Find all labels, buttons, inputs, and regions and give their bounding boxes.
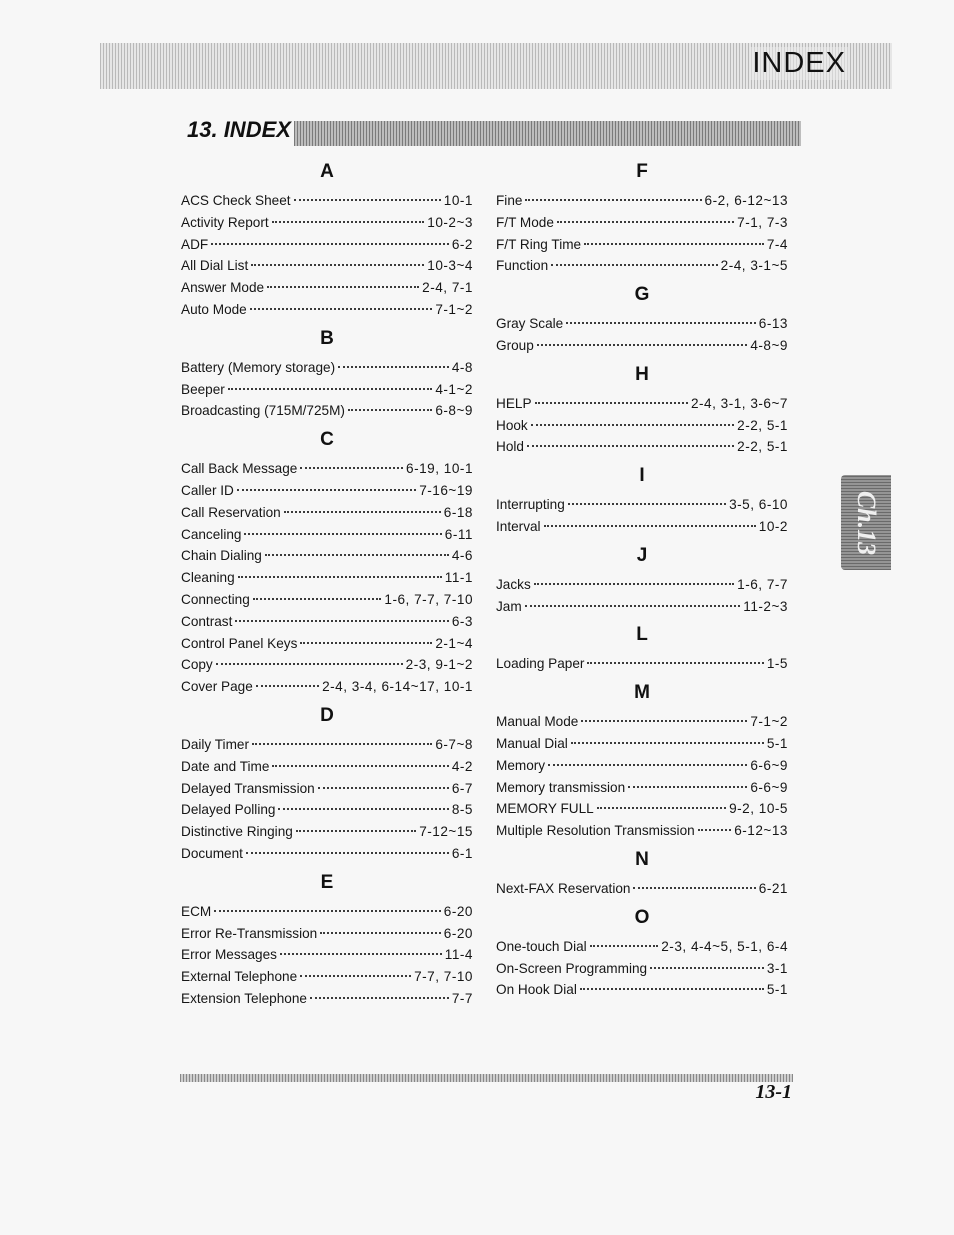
entry-term: Jam — [496, 598, 522, 614]
entry-term: Delayed Transmission — [181, 780, 315, 796]
entry-term: On-Screen Programming — [496, 960, 648, 976]
index-entry — [496, 820, 788, 842]
entry-term: Multiple Resolution Transmission — [496, 823, 695, 839]
index-entry — [181, 545, 473, 567]
dot-leader — [272, 765, 448, 767]
entry-pages: 4-8 — [451, 359, 473, 375]
section-letter: A — [320, 161, 334, 182]
index-entry — [496, 574, 788, 596]
index-column-left — [181, 160, 473, 1010]
dot-leader — [252, 743, 432, 745]
entry-term: Call Back Message — [181, 461, 298, 477]
entry-pages: 2-1~4 — [435, 635, 473, 651]
footer-rule — [180, 1074, 793, 1082]
entry-pages: 4-8~9 — [750, 337, 788, 353]
entry-term: F/T Ring Time — [496, 236, 582, 252]
entry-term: Manual Mode — [496, 714, 579, 730]
entry-pages: 1-6, 7-7 — [737, 576, 788, 592]
entry-term: MEMORY FULL — [496, 801, 594, 817]
entry-term: Document — [181, 845, 243, 861]
index-entry — [496, 393, 788, 415]
entry-term: On Hook Dial — [496, 982, 577, 998]
dot-leader — [228, 388, 433, 390]
index-section — [496, 464, 788, 538]
entry-pages: 3-1 — [766, 960, 788, 976]
entry-pages: 4-2 — [451, 758, 473, 774]
index-section — [496, 283, 788, 357]
dot-leader — [265, 554, 449, 556]
dot-leader — [296, 830, 416, 832]
index-entry — [496, 936, 788, 958]
index-section — [181, 428, 473, 698]
index-entry — [181, 843, 473, 865]
dot-leader — [650, 967, 764, 969]
dot-leader — [320, 932, 441, 934]
dot-leader — [250, 308, 433, 310]
entry-pages: 6-8~9 — [435, 403, 473, 419]
entry-term: Cover Page — [181, 679, 253, 695]
dot-leader — [267, 286, 419, 288]
dot-leader — [571, 742, 764, 744]
dot-leader — [544, 525, 756, 527]
entry-pages: 8-5 — [451, 802, 473, 818]
dot-leader — [294, 199, 441, 201]
index-entry — [496, 596, 788, 618]
entry-pages: 7-4 — [766, 236, 788, 252]
entry-pages: 1-5 — [766, 656, 788, 672]
entry-term: Copy — [181, 657, 213, 673]
entry-term: Chain Dialing — [181, 548, 262, 564]
entry-term: Group — [496, 337, 534, 353]
index-entry — [181, 357, 473, 379]
index-entry — [181, 901, 473, 923]
entry-pages: 6-19, 10-1 — [406, 461, 473, 477]
dot-leader — [246, 852, 449, 854]
entry-term: Hold — [496, 439, 524, 455]
index-entry — [496, 878, 788, 900]
index-entry — [181, 400, 473, 422]
entry-pages: 6-12~13 — [734, 823, 788, 839]
dot-leader — [251, 264, 424, 266]
entry-term: Caller ID — [181, 482, 234, 498]
entry-term: Beeper — [181, 381, 225, 397]
index-section — [496, 544, 788, 618]
dot-leader — [272, 221, 425, 223]
entry-pages: 2-4, 3-1, 3-6~7 — [690, 395, 788, 411]
index-section — [181, 871, 473, 1010]
entry-pages: 6-20 — [443, 925, 473, 941]
index-entry — [181, 966, 473, 988]
entry-term: Error Re-Transmission — [181, 925, 318, 941]
entry-pages: 6-6~9 — [750, 779, 788, 795]
section-letter: F — [636, 161, 648, 182]
entry-term: Answer Mode — [181, 280, 265, 296]
entry-term: Contrast — [181, 613, 233, 629]
entry-pages: 10-1 — [443, 193, 473, 208]
index-entry — [181, 676, 473, 698]
dot-leader — [557, 221, 734, 223]
entry-term: Error Messages — [181, 947, 277, 963]
dot-leader — [568, 503, 726, 505]
dot-leader — [216, 663, 403, 665]
dot-leader — [348, 409, 432, 411]
index-section — [496, 906, 788, 1001]
section-letter: N — [635, 848, 649, 870]
entry-pages: 2-3, 9-1~2 — [405, 657, 473, 673]
entry-pages: 6-2 — [451, 236, 473, 252]
entry-pages: 2-4, 3-4, 6-14~17, 10-1 — [322, 679, 473, 695]
dot-leader — [535, 402, 688, 404]
index-entry — [181, 212, 473, 234]
entry-pages: 7-12~15 — [419, 824, 473, 840]
index-entry — [496, 733, 788, 755]
section-letter: L — [636, 624, 648, 646]
index-entry — [181, 502, 473, 524]
dot-leader — [527, 445, 734, 447]
entry-pages: 2-4, 7-1 — [422, 280, 473, 296]
dot-leader — [235, 620, 448, 622]
section-letter: B — [320, 327, 334, 349]
dot-leader — [584, 243, 764, 245]
index-entry — [181, 524, 473, 546]
dot-leader — [278, 808, 448, 810]
section-letter: J — [636, 544, 648, 566]
index-entry — [496, 436, 788, 458]
entry-term: Auto Mode — [181, 301, 247, 317]
entry-term: Jacks — [496, 576, 531, 592]
entry-term: Loading Paper — [496, 656, 585, 672]
index-section — [181, 160, 473, 321]
index-entry — [496, 234, 788, 256]
entry-pages: 6-21 — [758, 880, 788, 896]
chapter-tab-label: Ch.13 — [852, 490, 881, 555]
section-letter: D — [320, 704, 334, 726]
dot-leader — [590, 945, 659, 947]
entry-pages: 1-6, 7-7, 7-10 — [384, 591, 473, 607]
index-section — [496, 623, 788, 675]
index-entry — [181, 567, 473, 589]
section-letter: C — [320, 429, 334, 451]
banner-title: INDEX — [752, 47, 846, 79]
entry-pages: 10-3~4 — [427, 258, 473, 274]
index-entry — [181, 480, 473, 502]
index-entry — [496, 494, 788, 516]
index-section — [181, 704, 473, 865]
entry-pages: 6-1 — [451, 845, 473, 861]
dot-leader — [280, 953, 442, 955]
index-entry — [496, 777, 788, 799]
entry-pages: 2-2, 5-1 — [737, 439, 788, 455]
index-entry — [496, 516, 788, 538]
section-letter: M — [634, 682, 650, 704]
section-letter: G — [634, 284, 650, 306]
dot-leader — [237, 489, 416, 491]
dot-leader — [531, 424, 734, 426]
entry-term: External Telephone — [181, 969, 298, 985]
index-entry — [181, 988, 473, 1010]
entry-pages: 11-2~3 — [743, 598, 788, 614]
dot-leader — [698, 829, 732, 831]
index-entry — [496, 755, 788, 777]
index-entry — [181, 799, 473, 821]
entry-term: Function — [496, 258, 549, 274]
entry-pages: 6-11 — [444, 526, 473, 542]
index-section — [181, 327, 473, 422]
index-entry — [181, 458, 473, 480]
entry-pages: 9-2, 10-5 — [729, 801, 788, 817]
entry-pages: 11-4 — [444, 947, 473, 963]
entry-pages: 11-1 — [444, 570, 473, 586]
dot-leader — [300, 467, 403, 469]
index-entry — [496, 711, 788, 733]
index-entry — [496, 313, 788, 335]
entry-term: ECM — [181, 903, 212, 919]
index-entry — [181, 633, 473, 655]
dot-leader — [537, 344, 748, 346]
dot-leader — [244, 533, 441, 535]
section-letter: H — [635, 363, 649, 385]
index-entry — [496, 415, 788, 437]
entry-term: Cleaning — [181, 570, 235, 586]
dot-leader — [256, 685, 319, 687]
index-entry — [181, 255, 473, 277]
index-entry — [496, 255, 788, 277]
entry-term: Gray Scale — [496, 316, 564, 332]
section-letter: I — [639, 465, 645, 487]
dot-leader — [587, 662, 763, 664]
entry-term: HELP — [496, 395, 532, 411]
index-section — [496, 848, 788, 900]
entry-term: Delayed Polling — [181, 802, 276, 818]
page-number: 13-1 — [755, 1081, 792, 1103]
entry-term: Interval — [496, 518, 541, 534]
index-entry — [496, 335, 788, 357]
title-bar — [294, 121, 801, 146]
header-banner — [100, 43, 892, 89]
dot-leader — [310, 997, 449, 999]
entry-pages: 3-5, 6-10 — [729, 497, 788, 513]
entry-term: Memory transmission — [496, 779, 626, 795]
index-entry — [496, 190, 788, 212]
dot-leader — [300, 642, 432, 644]
index-entry — [181, 923, 473, 945]
entry-term: F/T Mode — [496, 214, 554, 230]
entry-term: Distinctive Ringing — [181, 824, 293, 840]
entry-pages: 6-6~9 — [750, 757, 788, 773]
dot-leader — [597, 807, 726, 809]
section-letter: O — [634, 906, 650, 928]
entry-term: Memory — [496, 757, 546, 773]
index-entry — [496, 798, 788, 820]
index-entry — [181, 821, 473, 843]
entry-term: ACS Check Sheet — [181, 193, 291, 208]
dot-leader — [566, 322, 756, 324]
index-entry — [181, 778, 473, 800]
index-entry — [181, 299, 473, 321]
index-entry — [496, 212, 788, 234]
entry-pages: 6-2, 6-12~13 — [704, 193, 788, 208]
index-entry — [181, 611, 473, 633]
entry-term: Hook — [496, 417, 528, 433]
dot-leader — [300, 975, 411, 977]
index-entry — [496, 979, 788, 1001]
index-entry — [496, 958, 788, 980]
dot-leader — [238, 576, 442, 578]
dot-leader — [338, 366, 449, 368]
section-letter: E — [320, 871, 334, 893]
dot-leader — [284, 511, 441, 513]
entry-term: Next-FAX Reservation — [496, 880, 631, 896]
entry-term: Fine — [496, 193, 523, 208]
entry-pages: 5-1 — [766, 982, 788, 998]
entry-term: Call Reservation — [181, 504, 281, 520]
entry-pages: 4-6 — [451, 548, 473, 564]
index-column-right — [496, 160, 788, 1001]
dot-leader — [548, 764, 747, 766]
entry-term: Canceling — [181, 526, 242, 542]
entry-pages: 2-3, 4-4~5, 5-1, 6-4 — [661, 938, 788, 954]
entry-term: Extension Telephone — [181, 990, 307, 1006]
entry-pages: 4-1~2 — [435, 381, 473, 397]
dot-leader — [551, 264, 718, 266]
entry-pages: 2-4, 3-1~5 — [720, 258, 788, 274]
dot-leader — [580, 988, 764, 990]
index-entry — [181, 589, 473, 611]
index-entry — [181, 277, 473, 299]
dot-leader — [253, 598, 382, 600]
dot-leader — [581, 720, 747, 722]
entry-pages: 6-3 — [451, 613, 473, 629]
dot-leader — [633, 887, 755, 889]
entry-pages: 7-1, 7-3 — [737, 214, 788, 230]
entry-term: Broadcasting (715M/725M) — [181, 403, 345, 419]
entry-term: Manual Dial — [496, 735, 568, 751]
entry-term: Control Panel Keys — [181, 635, 298, 651]
index-entry — [181, 379, 473, 401]
entry-term: All Dial List — [181, 258, 249, 274]
dot-leader — [525, 199, 701, 201]
index-entry — [181, 234, 473, 256]
entry-pages: 6-18 — [443, 504, 473, 520]
entry-pages: 10-2 — [758, 518, 788, 534]
index-section — [496, 160, 788, 277]
index-entry — [181, 654, 473, 676]
entry-pages: 10-2~3 — [427, 214, 473, 230]
dot-leader — [211, 243, 449, 245]
index-section — [496, 681, 788, 842]
entry-pages: 7-7, 7-10 — [414, 969, 473, 985]
entry-term: Battery (Memory storage) — [181, 359, 336, 375]
entry-pages: 2-2, 5-1 — [737, 417, 788, 433]
index-entry — [496, 653, 788, 675]
dot-leader — [534, 583, 734, 585]
dot-leader — [525, 605, 741, 607]
entry-pages: 7-1~2 — [435, 301, 473, 317]
dot-leader — [318, 787, 449, 789]
index-entry — [181, 734, 473, 756]
chapter-tab — [841, 475, 891, 570]
entry-term: Daily Timer — [181, 736, 249, 752]
page-title: 13. INDEX — [187, 117, 291, 142]
index-entry — [181, 756, 473, 778]
entry-term: ADF — [181, 236, 209, 252]
entry-term: Interrupting — [496, 497, 565, 513]
entry-pages: 6-13 — [758, 316, 788, 332]
entry-pages: 7-16~19 — [419, 482, 473, 498]
entry-term: Date and Time — [181, 758, 270, 774]
entry-pages: 7-1~2 — [750, 714, 788, 730]
entry-term: One-touch Dial — [496, 938, 587, 954]
entry-pages: 5-1 — [766, 735, 788, 751]
index-section — [496, 363, 788, 458]
entry-pages: 6-7 — [451, 780, 473, 796]
entry-pages: 6-20 — [443, 903, 473, 919]
dot-leader — [214, 910, 441, 912]
dot-leader — [628, 786, 747, 788]
entry-term: Connecting — [181, 591, 250, 607]
entry-pages: 6-7~8 — [435, 736, 473, 752]
entry-pages: 7-7 — [451, 990, 473, 1006]
index-entry — [181, 190, 473, 212]
index-entry — [181, 944, 473, 966]
entry-term: Activity Report — [181, 214, 269, 230]
